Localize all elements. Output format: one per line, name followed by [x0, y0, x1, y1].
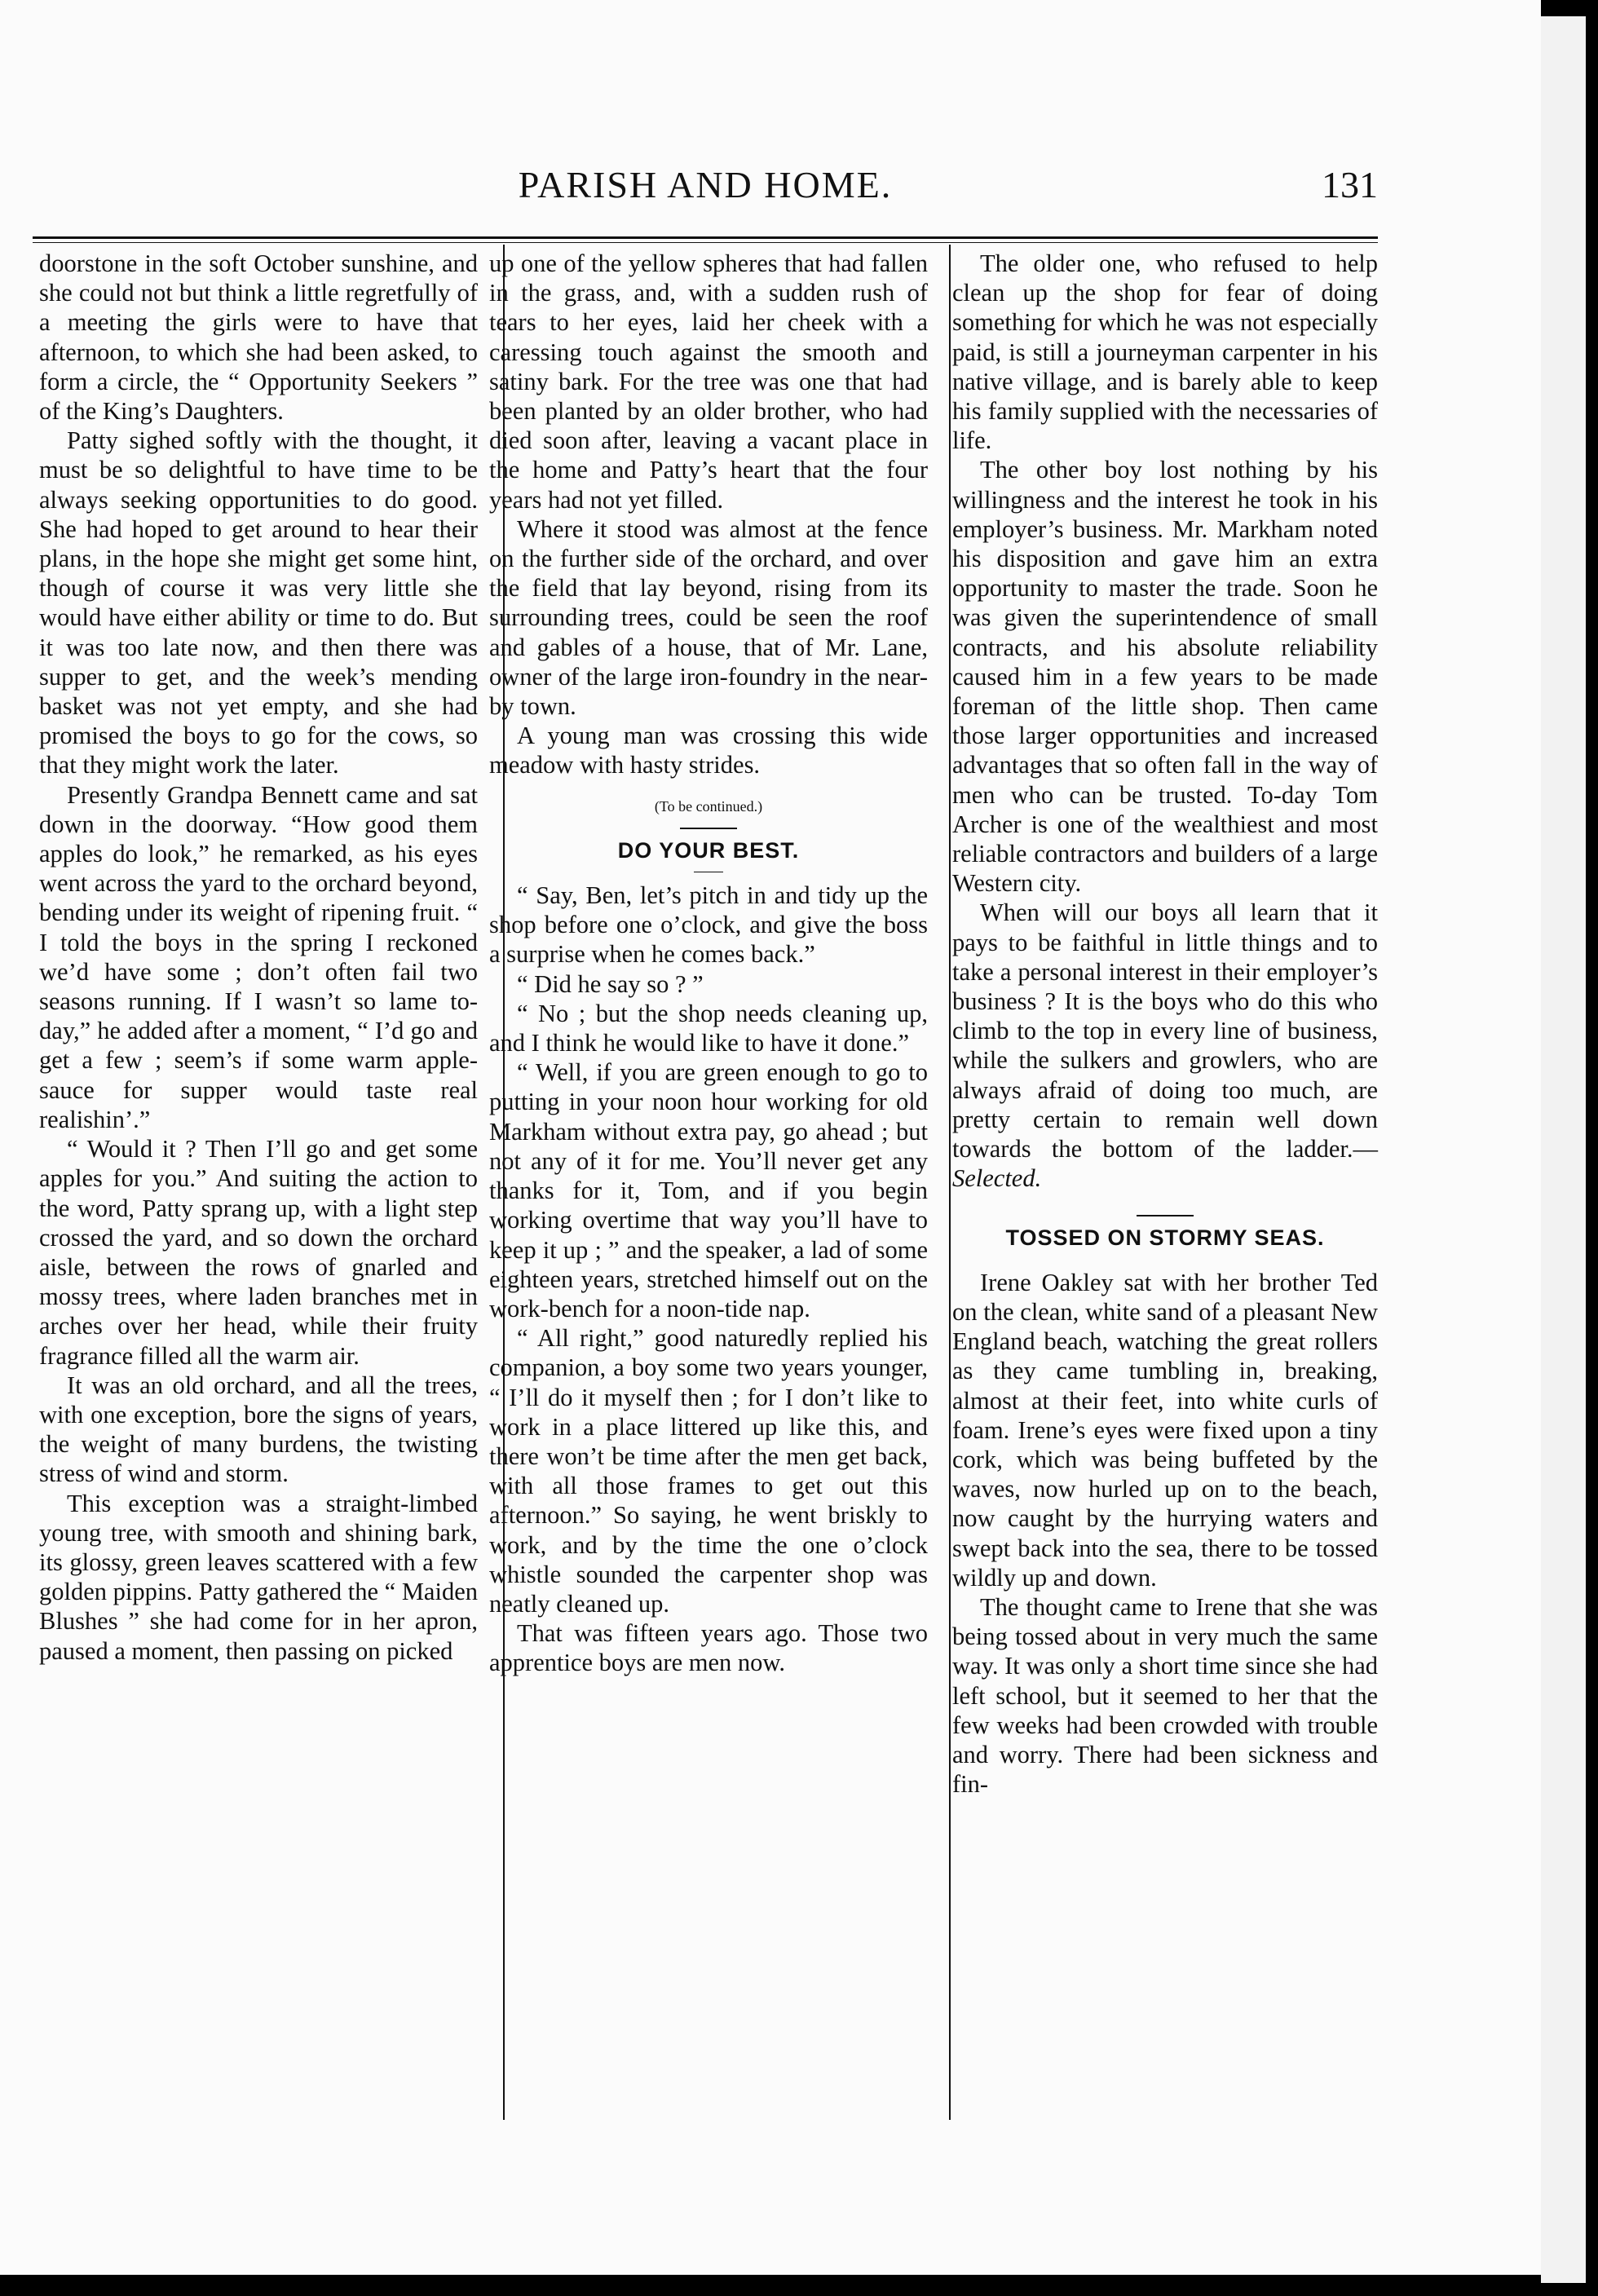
column-2: [489, 249, 928, 1678]
paragraph: “ Would it ? Then I’ll go and get some apples for you.” And suiting the action to the word, Patty sprang up, with a light step crossed the yard, and so down the orchard aisle, between the rows of gnarled and mossy trees, where laden branches met in arches over her head, while their fruity fragrance filled all the warm air.: [39, 1135, 478, 1370]
page-edge: [1541, 16, 1586, 2283]
title-spacer: [1150, 1259, 1180, 1260]
paragraph: A young man was crossing this wide meadow with hasty strides.: [489, 722, 928, 779]
signature-selected: Selected.: [952, 1164, 1042, 1193]
paragraph-text: When will our boys all learn that it pays to be faithful in little things and to take a personal interest in their employer’s business ? It is the boys who do this who climb to the top in every line of business, while the sulkers and growlers, who are always afraid of doing too much, are pretty certain to remain well down towards the bottom of the ladder.—: [952, 899, 1378, 1163]
column-divider-2: [949, 245, 951, 2120]
running-title: PARISH AND HOME.: [518, 164, 893, 205]
header-rule: [33, 236, 1378, 243]
paragraph: Irene Oakley sat with her brother Ted on the clean, white sand of a pleasant New England beach, watching the great rollers as they came tumbling in, breaking, almost at their feet, into white curls of foam. Irene’s eyes were fixed upon a tiny cork, which was being buffeted by the waves, now hurled up on to the beach, now caught by the hurrying waters and swept back into the sea, there to be tossed wildly up and down.: [952, 1268, 1378, 1592]
paragraph: This exception was a straight-limbed young tree, with smooth and shining bark, its glossy, green leaves scattered with a few golden pippins. Patty gathered the “ Maiden Blushes ” she had come for in her apron, paused a moment, then passing on picked: [39, 1489, 478, 1665]
paragraph: That was fifteen years ago. Those two apprentice boys are men now.: [489, 1619, 928, 1677]
paragraph: “ Say, Ben, let’s pitch in and tidy up the shop before one o’clock, and give the boss a surprise when he comes back.”: [489, 881, 928, 969]
paragraph: [952, 898, 1378, 1193]
paragraph: up one of the yellow spheres that had fallen in the grass, and, with a sudden rush of tears to her eyes, laid her cheek with a caressing touch against the smooth and satiny bark. For the tree was one that had been planted by an older brother, who had died soon after, leaving a vacant place in the home and Patty’s heart that the four years had not yet filled.: [489, 249, 928, 514]
section-title-do-your-best: DO YOUR BEST.: [617, 837, 800, 863]
page-number: 131: [1322, 164, 1378, 205]
section-title-tossed-on-stormy-seas: TOSSED ON STORMY SEAS.: [1005, 1225, 1325, 1250]
column-3: [952, 249, 1378, 1799]
page-header: [33, 163, 1378, 228]
paragraph: Patty sighed softly with the thought, it must be so delightful to have time to be always seeking opportunities to do good. She had hoped to get around to hear their plans, in the hope she might get some hint, though of course it was very little she would have either ability or time to do. But it was too late now, and then there was supper to get, and the week’s mending basket was not yet empty, and she had promised the boys to go for the cows, so that they might work the later.: [39, 426, 478, 779]
paragraph: “ Well, if you are green enough to go to putting in your noon hour working for old Markham without extra pay, go ahead ; but not any of it for me. You’ll never get any thanks for it, Tom, and if you begin working overtime that way you’ll have to keep it up ; ” and the speaker, a lad of some eighteen years, stretched himself out on the work-bench for a noon-tide nap.: [489, 1058, 928, 1322]
column-1: [39, 249, 478, 1666]
to-be-continued-note: (To be continued.): [654, 797, 763, 815]
paragraph: “ All right,” good naturedly replied his companion, a boy some two years younger, “ I’ll do it myself then ; for I don’t like to work in a place littered up like this, and there won’t be time after the men get back, with all those frames to get out this afternoon.” So saying, he went briskly to work, and by the time the one o’clock whistle sounded the carpenter shop was neatly cleaned up.: [489, 1324, 928, 1618]
paragraph: It was an old orchard, and all the trees, with one exception, bore the signs of years, the weight of many burdens, the twisting stress of wind and storm.: [39, 1371, 478, 1488]
paragraph: Where it stood was almost at the fence on the further side of the orchard, and over the field that lay beyond, rising from its surrounding trees, could be seen the roof and gables of a house, that of Mr. Lane, owner of the large iron-foundry in the near-by town.: [489, 514, 928, 721]
section-rule: [1137, 1215, 1194, 1216]
paragraph: “ Did he say so ? ”: [517, 969, 704, 998]
paragraph: The thought came to Irene that she was being tossed about in very much the same way. It was only a short time since she had left school, but it seemed to her that the few weeks had been crowded with trouble and worry. There had been sickness and fin-: [952, 1592, 1378, 1799]
section-rule: [680, 828, 737, 829]
paragraph: doorstone in the soft October sunshine, and she could not but think a little regretfully of a meeting the girls were to have that afternoon, to which she had been asked, to form a circle, the “ Opportunity Seekers ” of the King’s Daughters.: [39, 249, 478, 426]
paragraph: “ No ; but the shop needs cleaning up, and I think he would like to have it done.”: [489, 999, 928, 1057]
paragraph: The other boy lost nothing by his willingness and the interest he took in his employer’s business. Mr. Markham noted his disposition and gave him an extra opportunity to master the trade. Soon he was given the superintendence of small contracts, and his absolute reliability caused him in a few years to be made foreman of the little shop. Then came those larger opportunities and increased advantages that so often fall in the way of men who can be trusted. To-day Tom Archer is one of the wealthiest and most reliable contractors and builders of a large Western city.: [952, 456, 1378, 898]
paragraph: Presently Grandpa Bennett came and sat down in the doorway. “How good them apples do look,” he remarked, as his eyes went across the yard to the orchard beyond, bending under its weight of ripening fruit. “ I told the boys in the spring I reckoned we’d have some ; don’t often fail two seasons running. If I wasn’t so lame to-day,” he added after a moment, “ I’d go and get a few ; seem’s if some warm apple-sauce for supper would taste real realishin’.”: [39, 780, 478, 1133]
paragraph: The older one, who refused to help clean up the shop for fear of doing something for which he was not especially paid, is still a journeyman carpenter in his native village, and is barely able to keep his family supplied with the necessaries of life.: [952, 249, 1378, 455]
